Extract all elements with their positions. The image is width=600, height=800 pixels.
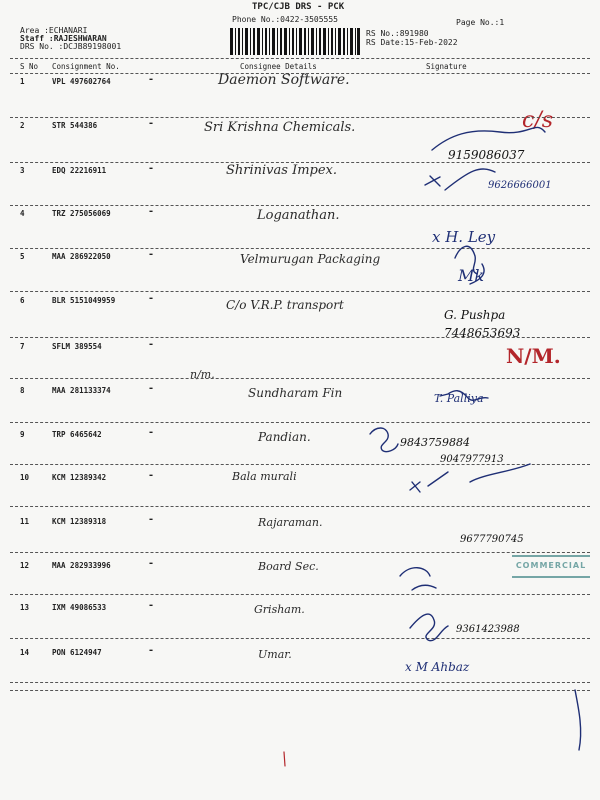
row-consignee: Shrinivas Impex. [226,163,338,178]
row-consignment: PON 6124947 [52,648,102,657]
signature-stroke [455,246,484,284]
row-dash: - [148,339,155,350]
signature-stroke [370,428,398,452]
area-label: Area :ECHANARI [20,26,88,35]
row-sno: 2 [20,121,25,130]
row-consignment: VPL 497602764 [52,77,111,86]
stamp-text: COMMERCIAL [515,561,587,570]
row-signature: 9677790745 [460,534,524,545]
row-consignment: MAA 286922050 [52,252,111,261]
row-dash: - [148,600,155,611]
col-consignee: Consignee Details [240,62,317,71]
document-title: TPC/CJB DRS - PCK [252,2,345,12]
page-number: Page No.:1 [456,18,505,27]
signature-stroke [440,391,488,401]
col-consignment: Consignment No. [52,62,120,71]
signature-stroke [575,690,581,750]
nm-note: n/m. [190,368,215,381]
row-dash: - [148,206,155,217]
row-consignee: Bala murali [232,470,297,483]
row-sno: 1 [20,77,25,86]
rs-date: RS Date:15-Feb-2022 [366,38,458,47]
row-consignment: STR 544386 [52,121,98,130]
row-dash: - [148,645,155,656]
rs-number: RS No.:891980 [366,29,429,38]
row-consignee: Umar. [258,648,292,661]
row-consignment: MAA 281133374 [52,386,111,395]
row-dash: - [148,118,155,129]
row-consignment: EDQ 22216911 [52,166,107,175]
row-signature: 9361423988 [456,624,520,635]
row-sno: 5 [20,252,25,261]
row-consignment: MAA 282933996 [52,561,111,570]
row-consignee: Pandian. [258,430,311,444]
row-sno: 14 [20,648,30,657]
row-sno: 8 [20,386,25,395]
row-signature: 9047977913 [440,454,504,465]
row-note: N/M. [506,344,561,368]
row-consignee: Sundharam Fin [248,386,343,400]
row-consignment: BLR 5151049959 [52,296,116,305]
row-consignee: C/o V.R.P. transport [226,298,344,312]
row-sno: 10 [20,473,30,482]
row-signature: x M Ahbaz [405,660,470,674]
row-signature: G. Pushpa 7448653693 [444,308,521,340]
red-mark [284,752,285,766]
row-consignment: KCM 12389342 [52,473,107,482]
row-sno: 11 [20,517,30,526]
row-signature: 9843759884 [400,436,470,449]
row-sno: 4 [20,209,25,218]
row-consignee: Rajaraman. [258,516,323,529]
row-sno: 13 [20,603,30,612]
row-consignee: Sri Krishna Chemicals. [204,120,356,135]
col-signature: Signature [426,62,467,71]
row-sno: 3 [20,166,25,175]
row-dash: - [148,383,155,394]
row-signature: x H. Ley [432,228,496,246]
row-consignment: SFLM 389554 [52,342,102,351]
row-dash: - [148,558,155,569]
row-signature: T. Palliya [434,392,484,405]
row-consignment: TRZ 275056069 [52,209,111,218]
row-dash: - [148,427,155,438]
signature-stroke [410,464,530,492]
signature-stroke [400,568,436,590]
staff-label: Staff :RAJESHWARAN [20,34,107,43]
row-signature: 9159086037 [448,148,525,162]
row-sno: 12 [20,561,30,570]
row-dash: - [148,470,155,481]
row-consignment: KCM 12389318 [52,517,107,526]
phone-number: Phone No.:0422-3505555 [232,15,338,24]
signature-stroke [425,169,495,190]
row-consignee: Velmurugan Packaging [240,252,381,266]
row-dash: - [148,514,155,525]
row-sno: 9 [20,430,25,439]
signature-stroke [410,614,448,641]
row-dash: - [148,74,155,85]
drs-number: DRS No. :DCJB89198001 [20,42,122,51]
col-sno: S No [20,62,39,71]
row-consignee: Grisham. [254,603,305,616]
row-consignment: IXM 49086533 [52,603,107,612]
row-dash: - [148,163,155,174]
row-signature: 9626666001 [488,180,552,191]
row-consignee: Board Sec. [258,560,319,573]
row-note: c/s [522,108,554,133]
row-dash: - [148,249,155,260]
row-signature: Mk [458,266,485,285]
signature-stroke [432,127,545,150]
row-dash: - [148,293,155,304]
row-consignee: Daemon Software. [218,72,350,88]
row-consignment: TRP 6465642 [52,430,102,439]
row-consignee: Loganathan. [257,208,340,223]
row-sno: 7 [20,342,25,351]
row-sno: 6 [20,296,25,305]
